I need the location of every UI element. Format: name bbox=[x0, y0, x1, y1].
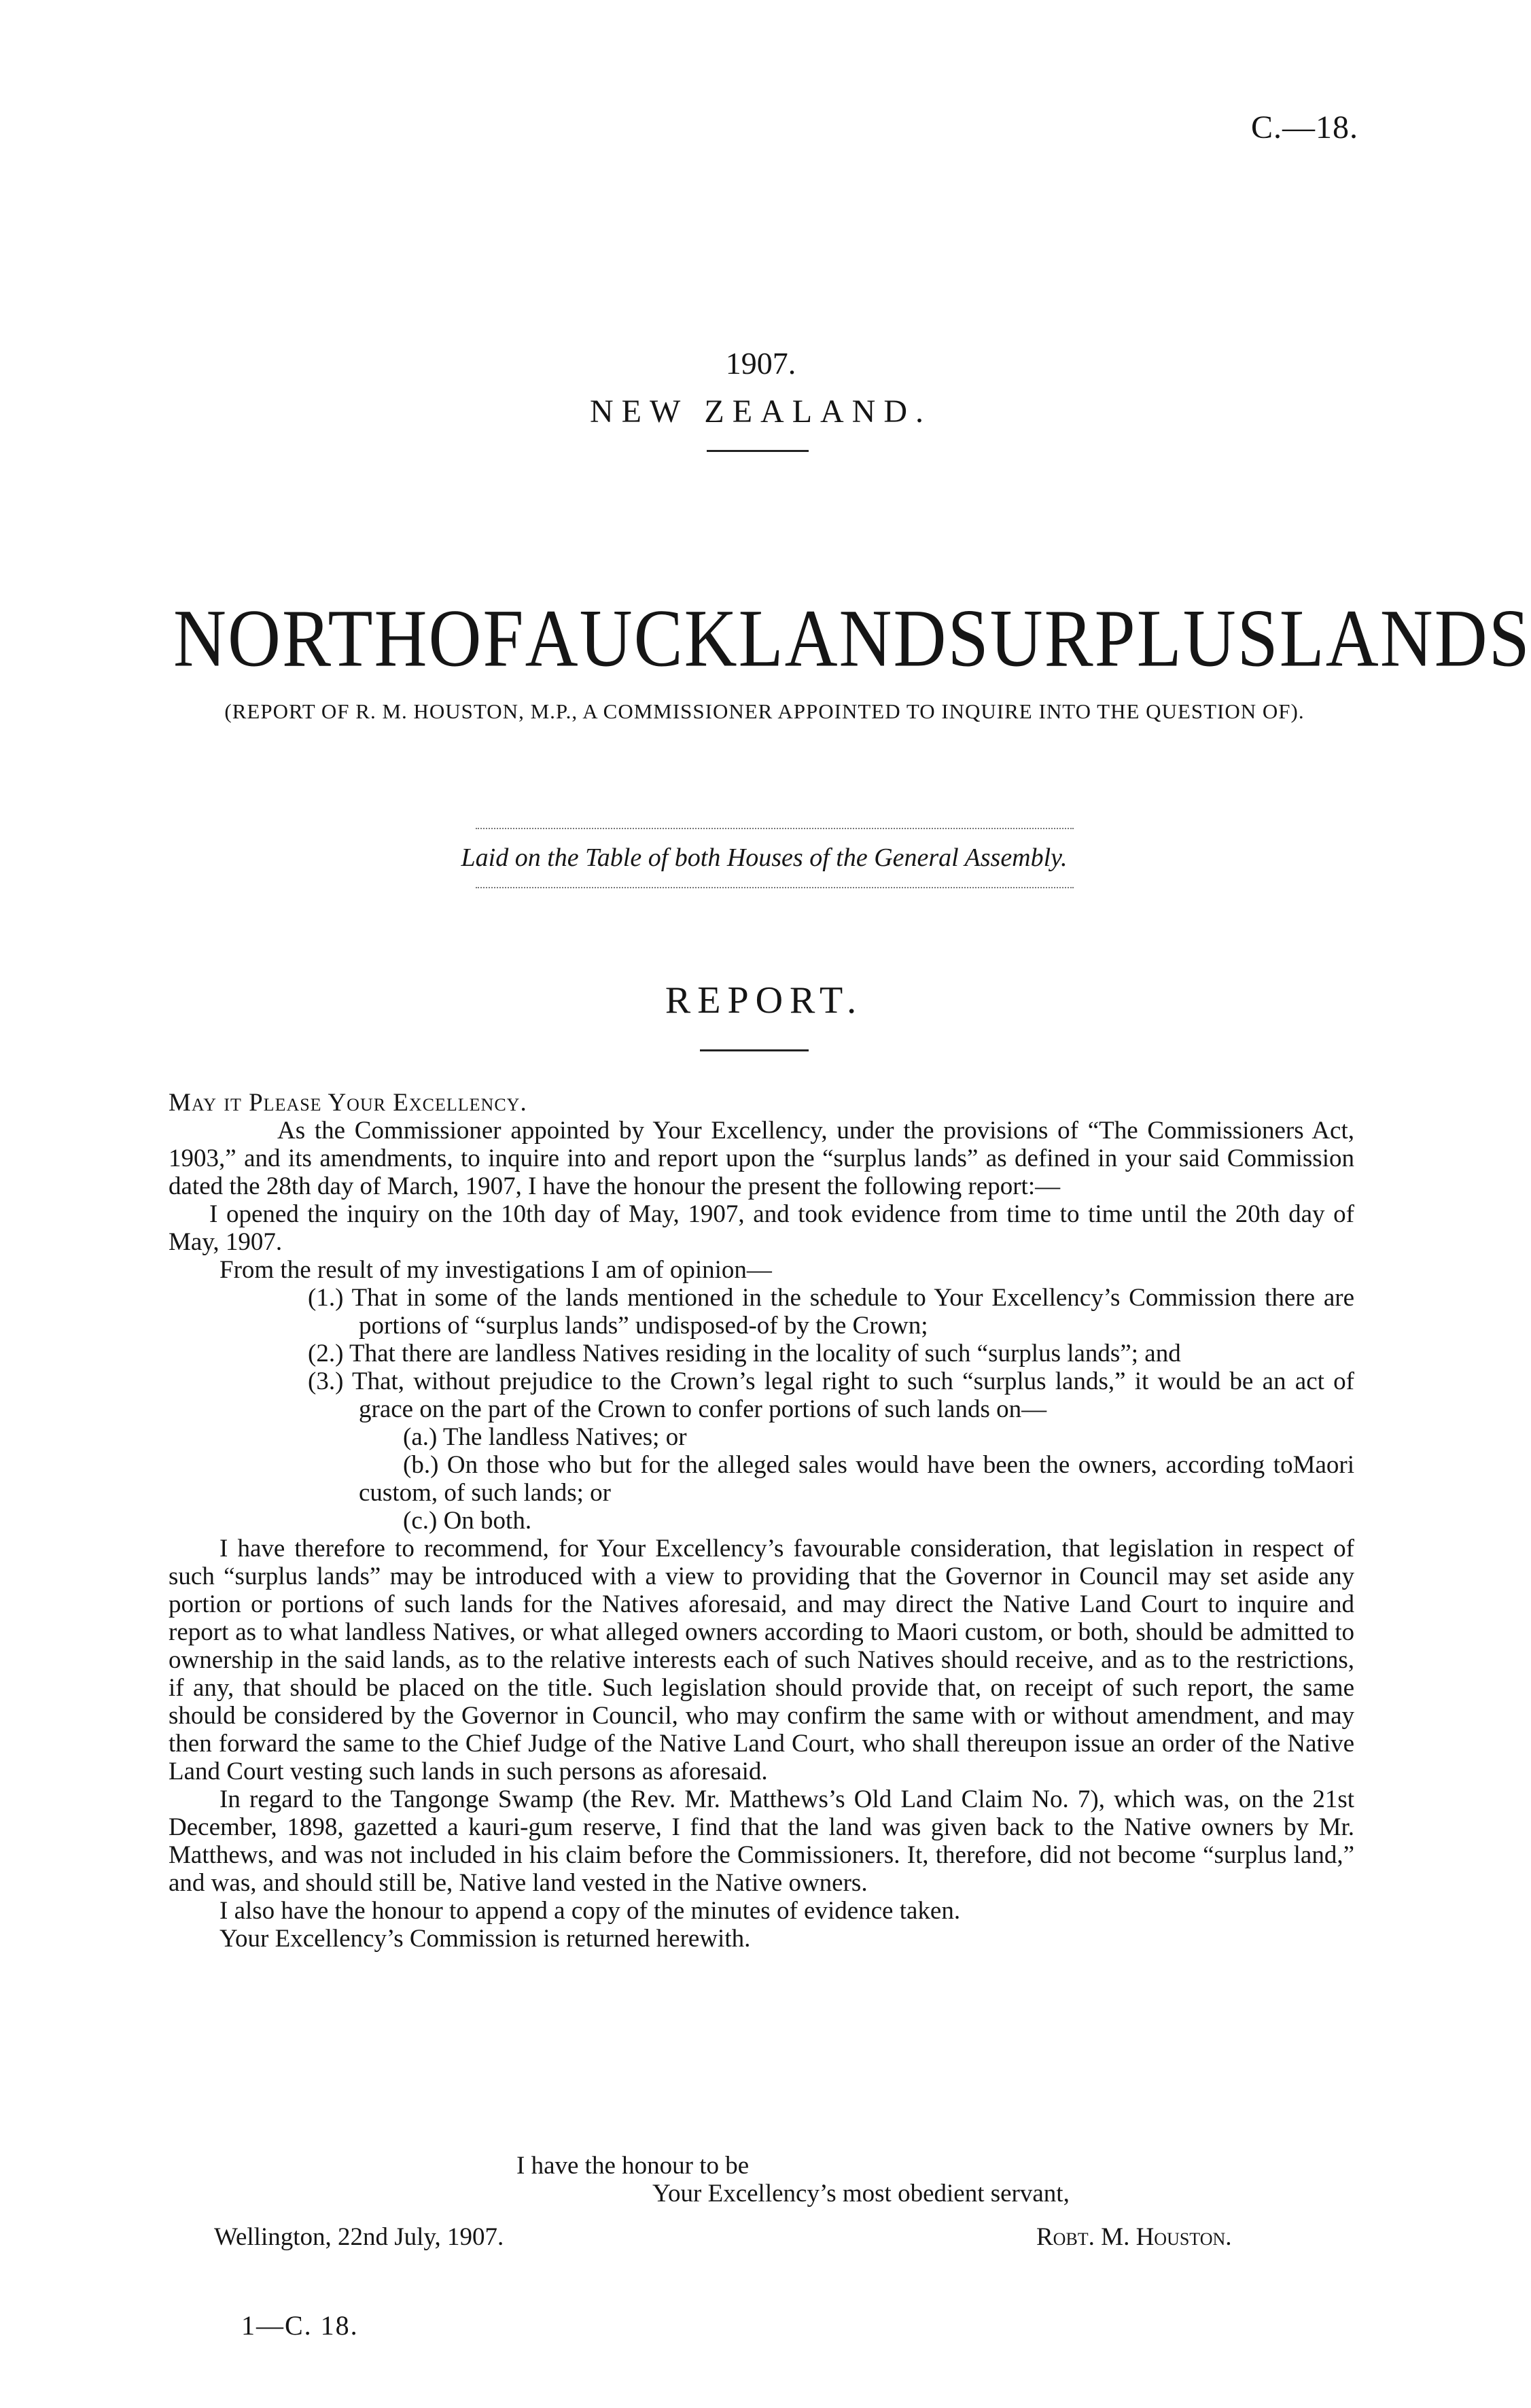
title-word: NORTH bbox=[173, 593, 429, 684]
sub-item-text: The landless Natives; or bbox=[442, 1423, 687, 1451]
divider-bottom bbox=[476, 887, 1074, 888]
paragraph: As the Commissioner appointed by Your Excellency, under the provisions of “The Commissioners Act, 1903,” and its amendments, to inquire into and report upon the “surplus lands” as defined in your said Commission dated the 28th day of March, 1907, I have the honour the present the following report:— bbox=[169, 1117, 1354, 1200]
title-word: SURPLUS bbox=[947, 593, 1280, 684]
sub-item-label: (c.) bbox=[403, 1507, 438, 1535]
paragraph: I opened the inquiry on the 10th day of May, 1907, and took evidence from time to time until the 20th day of May, 1907. bbox=[169, 1200, 1354, 1256]
sub-item-text: On those who but for the alleged sales would have been the owners, according toMaori custom, of such lands; or bbox=[359, 1451, 1354, 1507]
paragraph: I have therefore to recommend, for Your Excellency’s favourable consideration, that legislation in respect of such “surplus lands” may be introduced with a view to providing that the Governor in Council may set aside any portion or portions of such lands for the Natives aforesaid, and may direct the Native Land Court to inquire and report as to what landless Natives, or what alleged owners according to Maori custom, or both, should be admitted to ownership in the said lands, as to the relative interests each of such Natives should receive, and as to the restrictions, if any, that should be placed on the title. Such legislation should provide that, on receipt of such report, the same should be considered by the Governor in Council, who may confirm the same with or without amendment, and may then forward the same to the Chief Judge of the Native Land Court, who shall thereupon issue an order of the Native Land Court vesting such lands in such persons as aforesaid. bbox=[169, 1535, 1354, 1785]
sub-list-item bbox=[169, 1423, 1354, 1451]
title-word: OF bbox=[428, 593, 525, 684]
sub-list-item bbox=[169, 1451, 1354, 1507]
report-rule bbox=[700, 1049, 809, 1051]
masthead-rule bbox=[707, 450, 809, 452]
closing-line: Your Excellency’s most obedient servant, bbox=[652, 2180, 1070, 2208]
paragraph: From the result of my investigations I am of opinion— bbox=[219, 1256, 772, 1284]
masthead-year: 1907. bbox=[725, 346, 796, 381]
signature: Robt. M. Houston. bbox=[1036, 2223, 1232, 2251]
list-item: (2.) That there are landless Natives residing in the locality of such “surplus lands”; and bbox=[308, 1340, 1181, 1367]
sub-item-text: On both. bbox=[443, 1507, 532, 1535]
list-item: (3.) That, without prejudice to the Crown’s legal right to such “surplus lands,” it would be an act of grace on the part of the Crown to confer portions of such lands on— bbox=[308, 1367, 1354, 1423]
sub-item-label: (b.) bbox=[403, 1451, 439, 1479]
title-word: LANDS bbox=[1279, 593, 1531, 684]
document-title bbox=[173, 593, 1531, 684]
salutation: May it Please Your Excellency. bbox=[169, 1089, 527, 1117]
place-date: Wellington, 22nd July, 1907. bbox=[214, 2223, 504, 2251]
sub-list-item bbox=[169, 1507, 1354, 1535]
paragraph: In regard to the Tangonge Swamp (the Rev. Mr. Matthews’s Old Land Claim No. 7), which was, on the 21st December, 1898, gazetted a kauri-gum reserve, I find that the land was given back to the Native owners by Mr. Matthews, and was not included in his claim before the Commissioners. It, therefore, did not become “surplus land,” and was, and should still be, Native land vested in the Native owners. bbox=[169, 1785, 1354, 1897]
footer-reference: 1—C. 18. bbox=[241, 2310, 359, 2341]
title-word: AUCKLAND bbox=[525, 593, 948, 684]
closing-line: I have the honour to be bbox=[516, 2152, 750, 2180]
report-body bbox=[169, 1089, 1354, 1953]
paper-reference: C.—18. bbox=[1250, 109, 1358, 145]
report-heading: REPORT. bbox=[665, 979, 864, 1022]
masthead-country: NEW ZEALAND. bbox=[589, 394, 932, 430]
paragraph: Your Excellency’s Commission is returned herewith. bbox=[219, 1925, 751, 1953]
document-subtitle: (REPORT OF R. M. HOUSTON, M.P., A COMMISSIONER APPOINTED TO INQUIRE INTO THE QUESTION OF). bbox=[224, 699, 1305, 723]
laid-on-table-note: Laid on the Table of both Houses of the General Assembly. bbox=[461, 843, 1068, 872]
sub-item-label: (a.) bbox=[403, 1423, 438, 1451]
list-item: (1.) That in some of the lands mentioned in the schedule to Your Excellency’s Commission there are portions of “surplus lands” undisposed-of by the Crown; bbox=[308, 1284, 1354, 1340]
paragraph: I also have the honour to append a copy of the minutes of evidence taken. bbox=[219, 1897, 961, 1925]
divider-top bbox=[476, 828, 1074, 829]
